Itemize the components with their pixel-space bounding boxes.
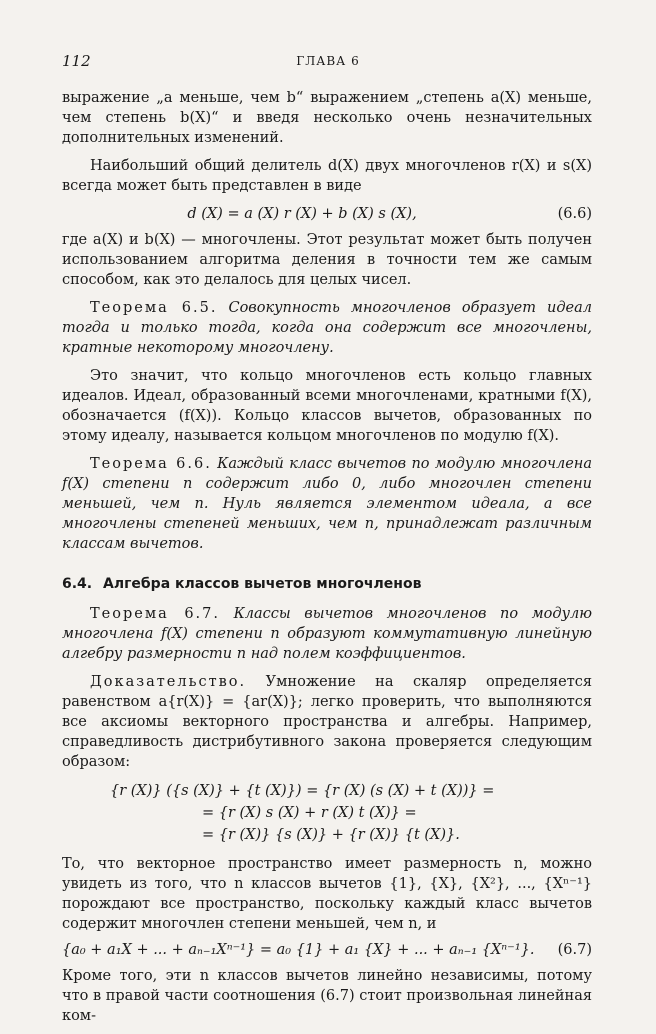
derivation-line: = {r (X) s (X) + r (X) t (X)} = bbox=[202, 805, 417, 821]
theorem-6-7 bbox=[62, 604, 592, 664]
equation-6-6 bbox=[62, 204, 592, 224]
section-number: 6.4. bbox=[62, 576, 93, 592]
equation-6-7 bbox=[62, 940, 592, 960]
theorem-label: Теорема 6.7. bbox=[90, 606, 220, 622]
proof-paragraph bbox=[62, 672, 592, 772]
theorem-text: Совокупность многочленов образует идеал тогда и только тогда, когда она содержит все многочлены, кратные некоторому многочлену. bbox=[62, 300, 593, 356]
paragraph: Кроме того, эти n классов вычетов линейно независимы, потому что в правой части соотношения (6.7) стоит произвольная линейная ком- bbox=[62, 968, 592, 1024]
distributive-law-derivation bbox=[62, 780, 592, 846]
equation-formula: {a₀ + a₁X + ... + aₙ₋₁Xⁿ⁻¹} = a₀ {1} + a₁ {X} + ... + aₙ₋₁ {Xⁿ⁻¹}. bbox=[62, 942, 535, 958]
equation-number: (6.6) bbox=[557, 206, 592, 222]
theorem-6-6 bbox=[62, 454, 592, 554]
proof-label: Доказательство. bbox=[90, 674, 247, 690]
theorem-text: Каждый класс вычетов по модулю многочлена f(X) степени n содержит либо 0, либо многочлен степени меньшей, чем n. Нуль является элементом идеала, а все многочлены степеней меньших, чем n, принадлежат различным классам вычетов. bbox=[62, 456, 592, 552]
paragraph: То, что векторное пространство имеет размерность n, можно увидеть из того, что n классов вычетов {1}, {X}, {X²}, ..., {Xⁿ⁻¹} порождают все пространство, поскольку каждый класс вычетов содержит многочлен степени меньшей, чем n, и bbox=[62, 856, 592, 932]
paragraph: Это значит, что кольцо многочленов есть кольцо главных идеалов. Идеал, образованный всеми многочленами, кратными f(X), обозначается (f(X)). Кольцо классов вычетов, образованных по этому идеалу, называется кольцом многочленов по модулю f(X). bbox=[62, 368, 592, 444]
section-heading bbox=[62, 574, 592, 594]
paragraph: выражение „a меньше, чем b“ выражением „степень a(X) меньше, чем степень b(X)“ и введя несколько очень незначительных дополнительных изменений. bbox=[62, 90, 592, 146]
proof-text: Умножение на скаляр определяется равенством a{r(X)} = {ar(X)}; легко проверить, что выполняются все аксиомы векторного пространства и алгебры. Например, справедливость дистрибутивного закона проверяется следующим образом: bbox=[62, 674, 592, 770]
theorem-6-5 bbox=[62, 298, 592, 358]
equation-number: (6.7) bbox=[557, 942, 592, 958]
equation-formula: d (X) = a (X) r (X) + b (X) s (X), bbox=[187, 206, 417, 222]
theorem-label: Теорема 6.5. bbox=[90, 300, 218, 316]
paragraph: Наибольший общий делитель d(X) двух многочленов r(X) и s(X) всегда может быть представлен в виде bbox=[62, 158, 592, 194]
theorem-text: Классы вычетов многочленов по модулю многочлена f(X) степени n образуют коммутативную линейную алгебру размерности n над полем коэффициентов. bbox=[62, 606, 593, 662]
page-body bbox=[62, 88, 592, 1034]
page-header bbox=[62, 52, 594, 72]
theorem-label: Теорема 6.6. bbox=[90, 456, 212, 472]
paragraph: где a(X) и b(X) — многочлены. Этот результат может быть получен использованием алгоритма деления в точности тем же самым способом, как это делалось для целых чисел. bbox=[62, 232, 592, 288]
derivation-line: = {r (X)} {s (X)} + {r (X)} {t (X)}. bbox=[202, 827, 460, 843]
page-number: 112 bbox=[62, 52, 91, 70]
chapter-title: ГЛАВА 6 bbox=[296, 54, 360, 68]
section-title: Алгебра классов вычетов многочленов bbox=[103, 576, 422, 592]
derivation-line: {r (X)} ({s (X)} + {t (X)}) = {r (X) (s (X) + t (X))} = bbox=[110, 783, 495, 799]
